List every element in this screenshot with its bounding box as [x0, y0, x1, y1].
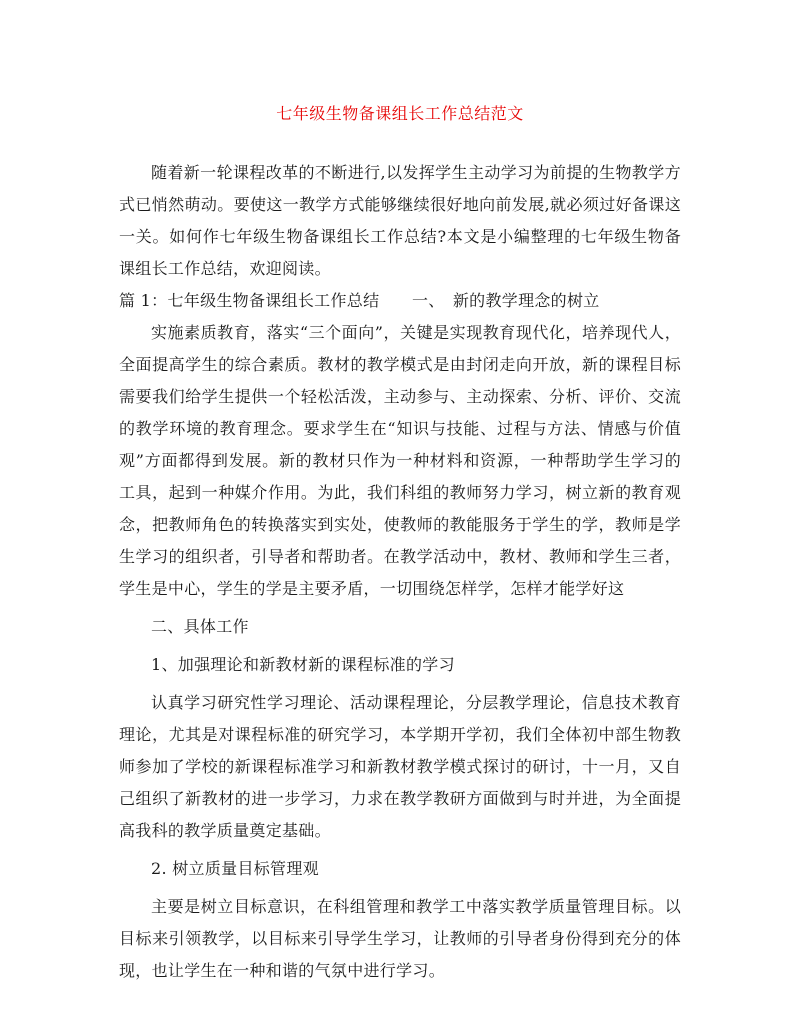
body-paragraph: 主要是树立目标意识，在科组管理和教学工中落实教学质量管理目标。以目标来引领教学，以目标来引导学生学习，让教师的引导者身份得到充分的体现，也让学生在一种和谐的气氛中进行学习。 — [119, 897, 681, 980]
subsection-heading-1: 1、加强理论和新教材新的课程标准的学习 — [151, 655, 455, 674]
body-paragraph: 认真学习研究性学习理论、活动课程理论，分层教学理论，信息技术教育理论，尤其是对课程标准的研究学习，本学期开学初，我们全体初中部生物教师参加了学校的新课程标准学习和新教材教学模式探讨的研讨，十一月，又自己组织了新教材的进一步学习，力求在教学教研方面做到与时并进，为全面提高我科的教学质量奠定基础。 — [119, 693, 681, 840]
document-body — [119, 157, 681, 987]
document-title: 七年级生物备课组长工作总结范文 — [276, 104, 524, 123]
body-paragraph: 实施素质教育，落实“三个面向”，关键是实现教育现代化，培养现代人，全面提高学生的综合素质。教材的教学模式是由封闭走向开放，新的课程目标需要我们给学生提供一个轻松活泼，主动参与、主动探索、分析、评价、交流的教学环境的教育理念。要求学生在“知识与技能、过程与方法、情感与价值观”方面都得到发展。新的教材只作为一种材料和资源，一种帮助学生学习的工具，起到一种媒介作用。为此，我们科组的教师努力学习，树立新的教育观念，把教师角色的转换落实到实处，使教师的教能服务于学生的学，教师是学生学习的组织者，引导者和帮助者。在教学活动中，教材、教师和学生三者，学生是中心，学生的学是主要矛盾，一切围绕怎样学，怎样才能学好这 — [119, 323, 681, 598]
section-heading-1: 篇 1：七年级生物备课组长工作总结 一、 新的教学理念的树立 — [119, 291, 600, 310]
subsection-heading-2: 2. 树立质量目标管理观 — [151, 859, 319, 878]
intro-paragraph: 随着新一轮课程改革的不断进行,以发挥学生主动学习为前提的生物教学方式已悄然萌动。要使这一教学方式能够继续很好地向前发展,就必须过好备课这一关。如何作七年级生物备课组长工作总结?本文是小编整理的七年级生物备课组长工作总结，欢迎阅读。 — [119, 163, 681, 278]
section-heading-2: 二、具体工作 — [151, 617, 249, 636]
